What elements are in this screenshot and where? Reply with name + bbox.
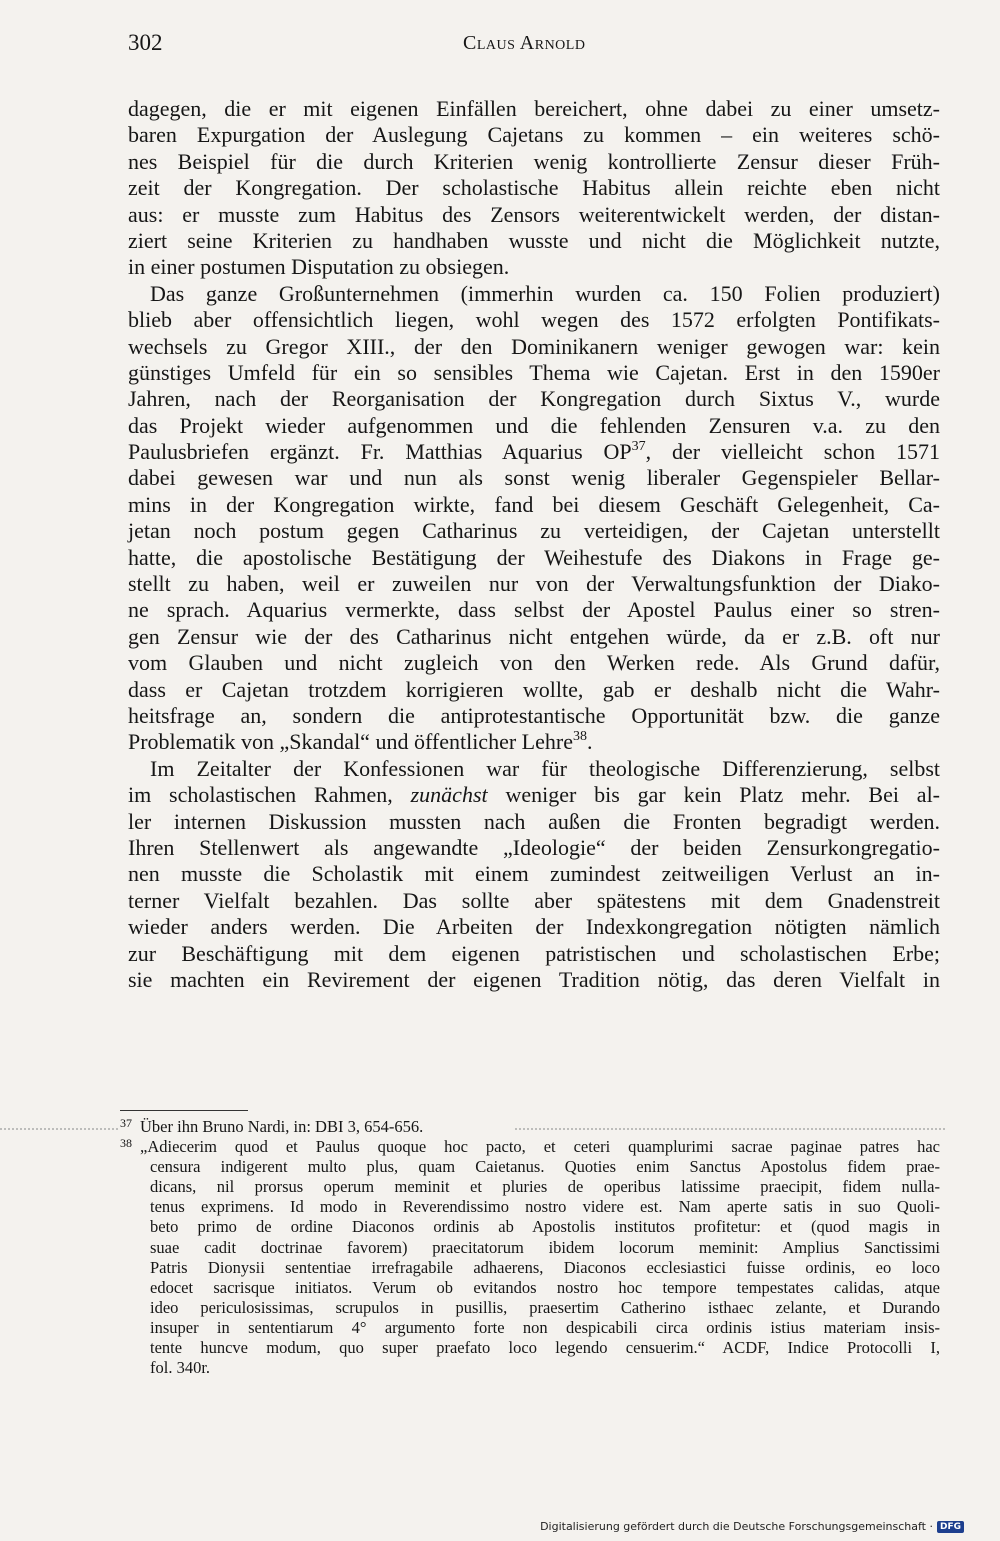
- footnote-line: tenus exprimens. Id modo in Reverendissimo nostro videre est. Nam aperte satis in suo Quoli-: [150, 1197, 940, 1217]
- credit-text: Digitalisierung gefördert durch die Deutsche Forschungsgemeinschaft ·: [540, 1520, 933, 1533]
- footnote-ref-38[interactable]: 38: [572, 729, 587, 745]
- footnote-38: [120, 1137, 940, 1157]
- text-line: [128, 439, 940, 465]
- italic-word: zunächst: [410, 782, 488, 808]
- running-title: Claus Arnold: [463, 32, 586, 54]
- scan-dotted-line: [0, 1128, 118, 1131]
- text-line: ne sprach. Aquarius vermerkte, dass selbst der Apostel Paulus einer so stren-: [128, 597, 940, 623]
- footnote-line: ideo periculosissimas, scrupulos in pusillis, praesertim Catherino isthaec zelante, et Durando: [150, 1297, 940, 1317]
- text-segment: Paulusbriefen ergänzt. Fr. Matthias Aquarius OP: [128, 439, 632, 465]
- text-line: [128, 782, 940, 808]
- footnote-line: tente huncve modum, quo super praefato loco legendo censuerim.“ ACDF, Indice Protocolli I,: [150, 1338, 940, 1358]
- footnote-line: censura indigerent multo plus, quam Caietanus. Quoties enim Sanctus Apostolus fidem prae-: [150, 1157, 940, 1177]
- text-line: wechsels zu Gregor XIII., der den Dominikanern weniger gewogen war: kein: [128, 333, 940, 359]
- footnote-number: 38: [120, 1136, 132, 1151]
- text-line: hatte, die apostolische Bestätigung der Weihestufe des Diakons in Frage ge-: [128, 544, 940, 570]
- text-line: terner Vielfalt bezahlen. Das sollte aber spätestens mit dem Gnadenstreit: [128, 887, 940, 913]
- text-line: Ihren Stellenwert als angewandte „Ideologie“ der beiden Zensurkongregatio-: [128, 834, 940, 860]
- text-line: baren Expurgation der Auslegung Cajetans zu kommen – ein weiteres schö-: [128, 122, 940, 148]
- footnote-37: [120, 1117, 940, 1137]
- footnote-line: Patris Dionysii sententiae irrefragabile adhaerens, Diaconos ecclesiastici fuisse ordinis, eo loco: [150, 1257, 940, 1277]
- text-line: [128, 729, 940, 755]
- footnote-line: suae cadit doctrinae favorem) praecitatorum ibidem locorum meminit: Amplius Sanctissimi: [150, 1237, 940, 1257]
- footnote-line: insuper in sententiarum 4° argumento forte non despicabili circa ordinis istius materiam insis-: [150, 1317, 940, 1337]
- footnotes: [120, 1117, 940, 1378]
- text-line: Das ganze Großunternehmen (immerhin wurden ca. 150 Folien produziert): [150, 280, 940, 306]
- footnote-line: beto primo de ordine Diaconos ordinis ab Apostolis institutos profitetur: et (quod magis in: [150, 1217, 940, 1237]
- text-segment: .: [586, 729, 593, 755]
- text-line: Jahren, nach der Reorganisation der Kongregation durch Sixtus V., wurde: [128, 386, 940, 412]
- text-line: jetan noch postum gegen Catharinus zu verteidigen, der Cajetan unterstellt: [128, 518, 940, 544]
- text-line: vom Glauben und nicht zugleich von den Werken rede. Als Grund dafür,: [128, 650, 940, 676]
- digitization-credit: [540, 1520, 964, 1533]
- text-line: das Projekt wieder aufgenommen und die fehlenden Zensuren v.a. zu den: [128, 412, 940, 438]
- page-number: 302: [128, 30, 163, 55]
- text-segment: im scholastischen Rahmen,: [128, 782, 411, 808]
- text-line: zeit der Kongregation. Der scholastische Habitus allein reichte eben nicht: [128, 175, 940, 201]
- page-header: [128, 30, 940, 66]
- text-line: ler internen Diskussion mussten nach außen die Fronten begradigt werden.: [128, 808, 940, 834]
- text-line: blieb aber offensichtlich liegen, wohl wegen des 1572 erfolgten Pontifikats-: [128, 307, 940, 333]
- footnote-text: „Adiecerim quod et Paulus quoque hoc pacto, et ceteri quamplurimi sacrae paginae patres hac: [140, 1137, 940, 1157]
- text-segment: Problematik von „Skandal“ und öffentlicher Lehre: [128, 729, 573, 755]
- footnote-ref-37[interactable]: 37: [631, 439, 646, 455]
- text-line: dabei gewesen war und nun als sonst wenig liberaler Gegenspieler Bellar-: [128, 465, 940, 491]
- text-line: nes Beispiel für die durch Kriterien wenig kontrollierte Zensur dieser Früh-: [128, 148, 940, 174]
- text-line: mins in der Kongregation wirkte, fand bei diesem Geschäft Gelegenheit, Ca-: [128, 491, 940, 517]
- text-line: heitsfrage an, sondern die antiprotestantische Opportunität bzw. die ganze: [128, 702, 940, 728]
- text-segment: , der vielleicht schon 1571: [645, 439, 940, 465]
- footnote-text: Über ihn Bruno Nardi, in: DBI 3, 654-656.: [140, 1117, 424, 1136]
- footnote-line: edocet sacrisque initiatos. Verum ob evitandos nostro hoc tempore tempestates calidas, atque: [150, 1277, 940, 1297]
- footnote-number: 37: [120, 1116, 132, 1130]
- dfg-logo: DFG: [937, 1521, 964, 1533]
- text-line: in einer postumen Disputation zu obsiegen.: [128, 254, 510, 280]
- text-line: zur Beschäftigung mit dem eigenen patristischen und scholastischen Erbe;: [128, 940, 940, 966]
- footnote-line: fol. 340r.: [150, 1358, 211, 1378]
- text-line: aus: er musste zum Habitus des Zensors weiterentwickelt werden, der distan-: [128, 201, 940, 227]
- text-line: ziert seine Kriterien zu handhaben wusste und nicht die Möglichkeit nutzte,: [128, 227, 940, 253]
- body-text: [128, 96, 940, 993]
- text-line: stellt zu haben, weil er zuweilen nur von der Verwaltungsfunktion der Diako-: [128, 571, 940, 597]
- footnote-line: dicans, nil prorsus operum meminit et pluries de operibus latissime praecipit, fidem nulla-: [150, 1177, 940, 1197]
- text-segment: weniger bis gar kein Platz mehr. Bei al-: [487, 782, 941, 808]
- text-line: dass er Cajetan trotzdem korrigieren wollte, gab er deshalb nicht die Wahr-: [128, 676, 940, 702]
- text-line: wieder anders werden. Die Arbeiten der Indexkongregation nötigten nämlich: [128, 914, 940, 940]
- text-line: Im Zeitalter der Konfessionen war für theologische Differenzierung, selbst: [150, 755, 940, 781]
- text-line: günstiges Umfeld für ein so sensibles Thema wie Cajetan. Erst in den 1590er: [128, 359, 940, 385]
- text-line: sie machten ein Revirement der eigenen Tradition nötig, das deren Vielfalt in: [128, 966, 940, 992]
- footnote-separator: [120, 1110, 248, 1111]
- text-line: gen Zensur wie der des Catharinus nicht entgehen würde, da er z.B. oft nur: [128, 623, 940, 649]
- text-line: nen musste die Scholastik mit einem zumindest zeitweiligen Verlust an in-: [128, 861, 940, 887]
- text-line: dagegen, die er mit eigenen Einfällen bereichert, ohne dabei zu einer umsetz-: [128, 96, 940, 121]
